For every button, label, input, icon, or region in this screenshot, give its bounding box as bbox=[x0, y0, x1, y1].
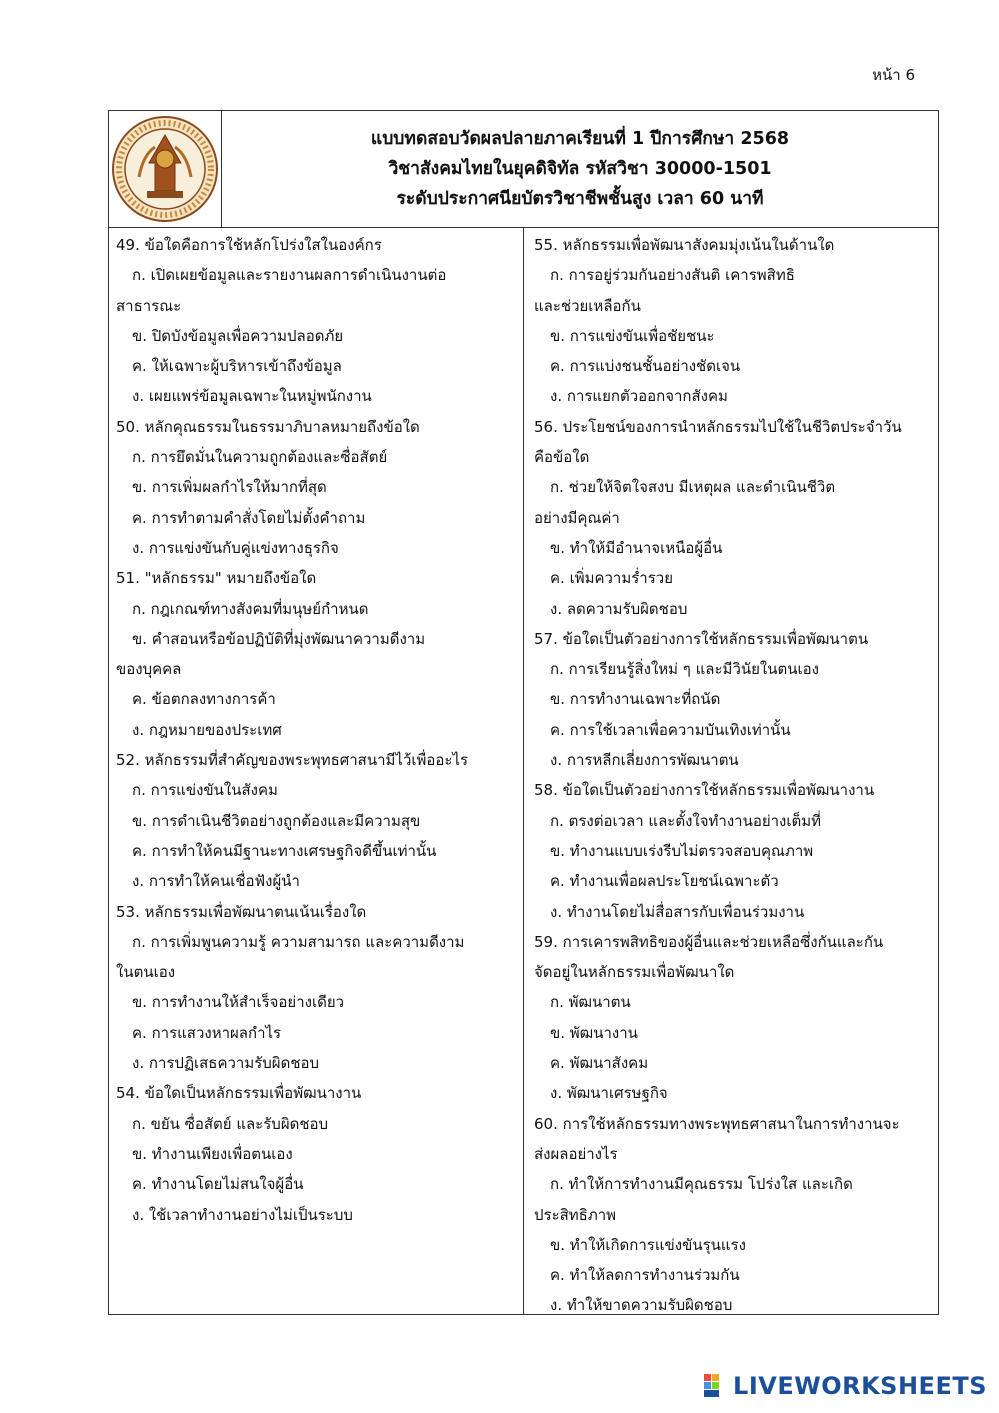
page-number: หน้า 6 bbox=[872, 66, 915, 84]
question-line: 54. ข้อใดเป็นหลักธรรมเพื่อพัฒนางาน bbox=[116, 1084, 362, 1103]
question-line: ในตนเอง bbox=[116, 963, 176, 982]
left-question-column bbox=[109, 228, 524, 1314]
question-line: 58. ข้อใดเป็นตัวอย่างการใช้หลักธรรมเพื่อพัฒนางาน bbox=[534, 781, 875, 800]
answer-option: ก. เปิดเผยข้อมูลและรายงานผลการดำเนินงานต่อ bbox=[132, 266, 447, 285]
answer-option: ค. ทำให้ลดการทำงานร่วมกัน bbox=[550, 1266, 740, 1285]
answer-option: ข. พัฒนางาน bbox=[550, 1023, 638, 1042]
exam-title bbox=[222, 111, 938, 227]
answer-option: ง. การทำให้คนเชื่อฟังผู้นำ bbox=[132, 872, 300, 891]
answer-option: ก. การอยู่ร่วมกันอย่างสันติ เคารพสิทธิ bbox=[550, 266, 795, 285]
answer-option: ข. การทำงานให้สำเร็จอย่างเดียว bbox=[132, 993, 345, 1012]
question-line: 51. "หลักธรรม" หมายถึงข้อใด bbox=[116, 569, 317, 588]
answer-option: ข. การเพิ่มผลกำไรให้มากที่สุด bbox=[132, 478, 327, 497]
question-line: 55. หลักธรรมเพื่อพัฒนาสังคมมุ่งเน้นในด้านใด bbox=[534, 236, 835, 254]
answer-option: ก. การเรียนรู้สิ่งใหม่ ๆ และมีวินัยในตนเอง bbox=[550, 660, 819, 679]
answer-option: ค. การทำตามคำสั่งโดยไม่ตั้งคำถาม bbox=[132, 508, 366, 527]
answer-option: ง. พัฒนาเศรษฐกิจ bbox=[550, 1084, 668, 1103]
title-line-3: ระดับประกาศนียบัตรวิชาชีพชั้นสูง เวลา 60 นาที bbox=[396, 189, 764, 209]
right-question-column bbox=[524, 228, 938, 1314]
answer-option: ง. ทำให้ขาดความรับผิดชอบ bbox=[550, 1296, 733, 1315]
answer-option: ก. ขยัน ซื่อสัตย์ และรับผิดชอบ bbox=[132, 1114, 329, 1133]
question-line: ส่งผลอย่างไร bbox=[534, 1144, 618, 1163]
question-line: ประสิทธิภาพ bbox=[534, 1205, 617, 1224]
answer-option: ค. เพิ่มความร่ำรวย bbox=[550, 569, 673, 588]
answer-option: ก. การแข่งขันในสังคม bbox=[132, 781, 278, 800]
answer-option: ก. ช่วยให้จิตใจสงบ มีเหตุผล และดำเนินชีวิต bbox=[550, 478, 836, 497]
question-line: 49. ข้อใดคือการใช้หลักโปร่งใสในองค์กร bbox=[116, 236, 382, 254]
exam-sheet bbox=[108, 110, 939, 1315]
answer-option: ก. กฎเกณฑ์ทางสังคมที่มนุษย์กำหนด bbox=[132, 599, 369, 618]
answer-option: ข. ทำงานเพียงเพื่อตนเอง bbox=[132, 1144, 293, 1163]
question-line: จัดอยู่ในหลักธรรมเพื่อพัฒนาใด bbox=[534, 963, 735, 982]
question-line: 52. หลักธรรมที่สำคัญของพระพุทธศาสนามีไว้เพื่ออะไร bbox=[116, 751, 469, 770]
answer-option: ก. พัฒนาตน bbox=[550, 993, 631, 1012]
question-line: 60. การใช้หลักธรรมทางพระพุทธศาสนาในการทำงานจะ bbox=[534, 1114, 900, 1133]
logo-cell bbox=[109, 111, 222, 227]
liveworksheets-brand: LIVEWORKSHEETS bbox=[733, 1372, 987, 1400]
answer-option: ข. ทำให้เกิดการแข่งขันรุนแรง bbox=[550, 1235, 746, 1254]
answer-option: ข. การแข่งขันเพื่อชัยชนะ bbox=[550, 326, 715, 345]
answer-option: ง. การแข่งขันกับคู่แข่งทางธุรกิจ bbox=[132, 538, 339, 557]
liveworksheets-lwe-icon bbox=[703, 1373, 729, 1399]
question-line: อย่างมีคุณค่า bbox=[534, 508, 620, 527]
answer-option: ง. การหลีกเลี่ยงการพัฒนาตน bbox=[550, 751, 739, 770]
question-line: สาธารณะ bbox=[116, 296, 182, 315]
answer-option: ง. ใช้เวลาทำงานอย่างไม่เป็นระบบ bbox=[132, 1205, 353, 1224]
answer-option: ก. การเพิ่มพูนความรู้ ความสามารถ และความดีงาม bbox=[132, 932, 465, 951]
answer-option: ง. ลดความรับผิดชอบ bbox=[550, 599, 688, 618]
question-line: และช่วยเหลือกัน bbox=[534, 296, 641, 315]
answer-option: ค. ทำงานโดยไม่สนใจผู้อื่น bbox=[132, 1175, 304, 1194]
answer-option: ข. การดำเนินชีวิตอย่างถูกต้องและมีความสุข bbox=[132, 811, 421, 830]
question-line: ของบุคคล bbox=[116, 660, 182, 679]
exam-header bbox=[109, 111, 938, 228]
answer-option: ค. พัฒนาสังคม bbox=[550, 1054, 649, 1073]
answer-option: ก. ทำให้การทำงานมีคุณธรรม โปร่งใส และเกิด bbox=[550, 1175, 853, 1194]
answer-option: ก. การยึดมั่นในความถูกต้องและซื่อสัตย์ bbox=[132, 448, 388, 467]
question-line: 57. ข้อใดเป็นตัวอย่างการใช้หลักธรรมเพื่อพัฒนาตน bbox=[534, 629, 869, 648]
answer-option: ข. คำสอนหรือข้อปฏิบัติที่มุ่งพัฒนาความดีงาม bbox=[132, 629, 426, 648]
answer-option: ข. ทำให้มีอำนาจเหนือผู้อื่น bbox=[550, 538, 723, 557]
answer-option: ค. ทำงานเพื่อผลประโยชน์เฉพาะตัว bbox=[550, 872, 779, 891]
question-line: 56. ประโยชน์ของการนำหลักธรรมไปใช้ในชีวิตประจำวัน bbox=[534, 417, 902, 436]
answer-option: ค. การทำให้คนมีฐานะทางเศรษฐกิจดีขึ้นเท่านั้น bbox=[132, 841, 437, 860]
question-line: คือข้อใด bbox=[534, 448, 590, 467]
answer-option: ง. เผยแพร่ข้อมูลเฉพาะในหมู่พนักงาน bbox=[132, 387, 372, 406]
question-line: 50. หลักคุณธรรมในธรรมาภิบาลหมายถึงข้อใด bbox=[116, 417, 420, 436]
question-line: 59. การเคารพสิทธิของผู้อื่นและช่วยเหลือซึ่งกันและกัน bbox=[534, 932, 884, 951]
answer-option: ค. การใช้เวลาเพื่อความบันเทิงเท่านั้น bbox=[550, 720, 791, 739]
answer-option: ง. การปฏิเสธความรับผิดชอบ bbox=[132, 1054, 320, 1073]
title-line-2: วิชาสังคมไทยในยุคดิจิทัล รหัสวิชา 30000-1501 bbox=[388, 159, 772, 179]
answer-option: ก. ตรงต่อเวลา และตั้งใจทำงานอย่างเต็มที่ bbox=[550, 811, 822, 830]
answer-option: ค. การแสวงหาผลกำไร bbox=[132, 1023, 282, 1042]
answer-option: ค. การแบ่งชนชั้นอย่างชัดเจน bbox=[550, 357, 741, 376]
college-seal-icon bbox=[111, 115, 219, 223]
answer-option: ง. กฎหมายของประเทศ bbox=[132, 720, 282, 739]
title-line-1: แบบทดสอบวัดผลปลายภาคเรียนที่ 1 ปีการศึกษา 2568 bbox=[370, 129, 790, 149]
question-line: 53. หลักธรรมเพื่อพัฒนาตนเน้นเรื่องใด bbox=[116, 902, 367, 921]
answer-option: ข. ปิดบังข้อมูลเพื่อความปลอดภัย bbox=[132, 326, 344, 345]
answer-option: ค. ข้อตกลงทางการค้า bbox=[132, 690, 276, 709]
answer-option: ง. ทำงานโดยไม่สื่อสารกับเพื่อนร่วมงาน bbox=[550, 902, 805, 921]
answer-option: ค. ให้เฉพาะผู้บริหารเข้าถึงข้อมูล bbox=[132, 357, 342, 376]
answer-option: ข. ทำงานแบบเร่งรีบไม่ตรวจสอบคุณภาพ bbox=[550, 841, 814, 860]
answer-option: ง. การแยกตัวออกจากสังคม bbox=[550, 387, 728, 406]
answer-option: ข. การทำงานเฉพาะที่ถนัด bbox=[550, 690, 721, 709]
liveworksheets-logo bbox=[703, 1372, 987, 1400]
